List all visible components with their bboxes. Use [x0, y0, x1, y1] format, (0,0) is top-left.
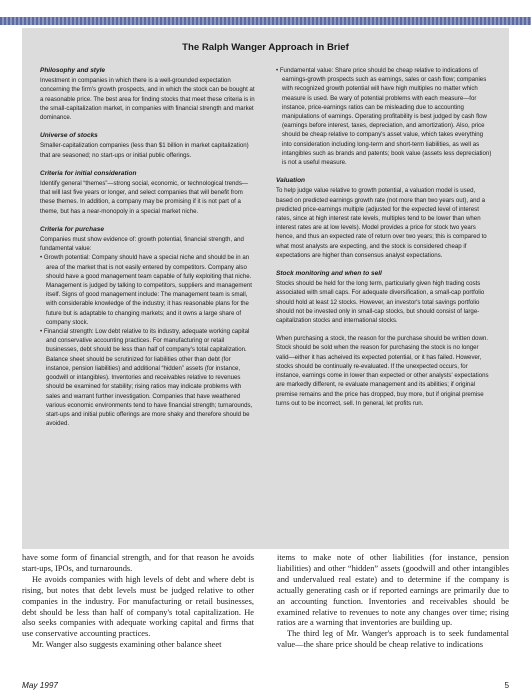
- body-right-column: [277, 553, 509, 651]
- valuation-text: To help judge value relative to growth potential, a valuation model is used, based on predicted earnings growth rate (not more than two years out), and a predicted price-earnings multiple (adjusted for the expected level of interest rates, since at high interest rate levels, multiples tend to be lower than when interest rates are at low levels). Model provides a price for stock two years hence, and thus an expected rate of return over two years; this is compared to what most analysts are expecting, and the stock is considered cheap if expectations are higher than consensus analyst expectations.: [276, 187, 487, 259]
- monitoring-heading: Stock monitoring and when to sell: [276, 270, 382, 278]
- footer-date: May 1997: [22, 681, 58, 690]
- initial-criteria-text: Identify general “themes”—strong social, economic, or technological trends—that will last five years or longer, and select companies that will benefit from these themes. In addition, a company may be promising if it is not part of a theme, but has a near-monopoly in a special market niche.: [40, 180, 248, 215]
- body-paragraph: The third leg of Mr. Wanger's approach is to seek fundamental value—the share price should be cheap relative to indications: [277, 629, 509, 650]
- monitoring-text-2: When purchasing a stock, the reason for the purchase should be written down. Stock should be sold when the reason for purchasing the stock is no longer valid—either it has acheived its expected potential, or it has failed. However, stocks should be continually re-evaluated. If the unexpected occurs, for instance, earnings come in lower than expected or other analysts' expectations are markedly different, re evaluate management and its abilities; if original premise remains and the price has dropped, buy more, but if original premise turns out to be incorrect, sell. In general, let profits run.: [276, 335, 489, 407]
- box-title: The Ralph Wanger Approach in Brief: [182, 42, 349, 53]
- body-paragraph: have some form of financial strength, and for that reason he avoids start-ups, IPOs, and turnarounds.: [22, 553, 254, 573]
- page-number: 5: [504, 681, 509, 690]
- body-left-column: [22, 553, 254, 651]
- financial-strength-bullet: • Financial strength: Low debt relative to its industry, adequate working capital and conservative accounting practices. For manufacturing or retail businesses, debt should be less than half of company's total capitalization. Balance sheet should be scrutinized for liabilities other than debt (for instance, pension liabilities) and additional “hidden” assets (for instance, goodwill or intangibles). Inventories and receivables relative to revenues should be examined for stability; rising ratios may indicate problems with sales and warrant further investigation. Companies that have weathered various economic environments tend to have financial strength; turnarounds, start-ups and initial public offerings are more shaky and therefore should be avoided.: [40, 328, 253, 428]
- universe-text: Smaller-capitalization companies (less than $1 billion in market capitalization) that are seasoned; no start-ups or initial public offerings.: [40, 142, 249, 159]
- universe-heading: Universe of stocks: [40, 132, 98, 140]
- valuation-heading: Valuation: [276, 177, 306, 185]
- body-paragraph: Mr. Wanger also suggests examining other balance sheet: [32, 640, 222, 650]
- philosophy-heading: Philosophy and style: [40, 67, 106, 74]
- decorative-stripe-bar: [0, 17, 531, 25]
- initial-criteria-heading: Criteria for initial consideration: [40, 169, 137, 177]
- box-left-column: [40, 66, 256, 428]
- body-paragraph: He avoids companies with high levels of debt and where debt is rising, but notes that debt levels must be judged relative to other companies in the industry. For manufacturing or retail businesses, debt should be less than half of company's total capitalization. He also seeks companies with adequate working capital and firms that use conservative accounting practices.: [22, 574, 254, 639]
- purchase-criteria-heading: Criteria for purchase: [40, 225, 104, 233]
- growth-potential-bullet: • Growth potential: Company should have a special niche and should be in an area of the market that is not easily entered by competitors. Company also should have a good management team capable of fully exploiting that niche. Management is judged by talking to competitors, suppliers and management itself. Signs of good management include: The management team is small, with considerable knowledge of the industry; it has reasonable plans for the future but is adaptable to changing markets; and it owns a large share of company stock.: [40, 254, 252, 326]
- sidebar-box: [22, 28, 509, 549]
- fundamental-value-bullet: • Fundamental value: Share price should be cheap relative to indications of earnings-growth prospects such as earnings, sales or cash flow; companies with recognized growth potential will have high multiples no matter which measure is used. Be wary of potential problems with each measure—for instance, price-earnings ratios can be misleading due to accounting manipulations of earnings. Operating profitability is best judged by cash flow (earnings before interest, taxes, depreciation, and amortization). Also, price should be cheap relative to company's asset value, which takes everything into consideration including long-term and short-term liabilities, as well as intangibles such as brands and patents; book value (assets less depreciation) is not a useful measure.: [276, 67, 492, 167]
- philosophy-text: Investment in companies in which there is a well-grounded expectation concerning the firm's growth prospects, and in which the stock can be bought at a reasonable price. The best area for finding stocks that meet these criteria is in the small-capitalization market, in companies with financial strength and market dominance.: [40, 77, 255, 122]
- body-paragraph: items to make note of other liabilities (for instance, pension liabilities) and other “hidden” assets (goodwill and other intangibles and undervalued real estate) and to determine if the company is actually generating cash or if reported earnings are primarily due to an accounting function. Inventories and receivables should be examined relative to revenues to note any changes over time; rising ratios are a warning that inventories are building up.: [277, 553, 509, 628]
- monitoring-text-1: Stocks should be held for the long term, particularly given high trading costs associated with small caps. For adequate diversification, a small-cap portfolio should hold at least 12 stocks. However, an investor's total savings portfolio should not be invested only in small-cap stocks, but should consist of large-capitalization stocks and international stocks.: [276, 280, 485, 325]
- box-right-column: [276, 66, 492, 417]
- purchase-criteria-intro: Companies must show evidence of: growth potential, financial strength, and fundamental value:: [40, 236, 244, 253]
